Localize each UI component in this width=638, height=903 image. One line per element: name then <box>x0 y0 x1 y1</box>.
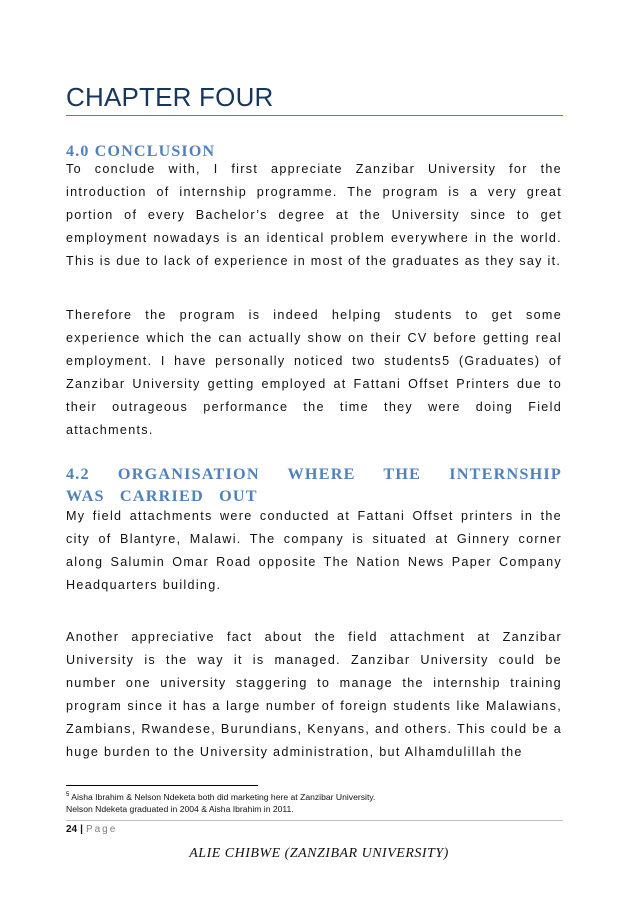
footnote-marker: 5 <box>66 792 70 798</box>
paragraph-conclusion-2-part-b: (Graduates) of Zanzibar University getting employed at Fattani Offset Printers due to their outrageous performance the time they were doing Field attachments. <box>66 354 562 437</box>
footnote-reference: 5 <box>442 354 451 368</box>
footnote-text-1: Aisha Ibrahim & Nelson Ndeketa both did marketing here at Zanzibar University. <box>71 792 376 802</box>
section-heading-organisation: 4.2 ORGANISATION WHERE THE INTERNSHIP WAS CARRIED OUT <box>66 465 562 505</box>
chapter-title: CHAPTER FOUR <box>66 82 274 112</box>
paragraph-conclusion-1: To conclude with, I first appreciate Zanzibar University for the introduction of internship programme. The program is a very great portion of every Bachelor’s degree at the University since to get employment nowadays is an identical problem everywhere in the world. This is due to lack of experience in most of the graduates as they say it. <box>66 162 562 268</box>
paragraph-conclusion-2 <box>66 304 562 442</box>
footer-rule <box>66 820 563 821</box>
footnote-line-2: Nelson Ndeketa graduated in 2004 & Aisha Ibrahim in 2011. <box>66 804 294 814</box>
section-heading-conclusion: 4.0 CONCLUSION <box>66 143 216 160</box>
footnote <box>66 791 566 815</box>
running-footer: ALIE CHIBWE (ZANZIBAR UNIVERSITY) <box>189 846 449 861</box>
page-number-block <box>66 824 117 835</box>
page-number: 24 <box>66 824 78 835</box>
footnote-line-1 <box>66 791 566 803</box>
paragraph-conclusion-2-part-a: Therefore the program is indeed helping students to get some experience which the can actually show on their CV before getting real employment. I have personally noticed two students <box>66 308 562 368</box>
footnote-separator <box>66 785 258 786</box>
page-label: Page <box>85 824 118 835</box>
paragraph-organisation: My field attachments were conducted at Fattani Offset printers in the city of Blantyre, Malawi. The company is situated at Ginnery corner along Salumin Omar Road opposite The Nation News Paper Company Headquarters building. <box>66 509 562 592</box>
page-separator: | <box>80 824 83 835</box>
paragraph-appreciation: Another appreciative fact about the field attachment at Zanzibar University is the way it is managed. Zanzibar University could be number one university staggering to manage the internship training program since it has a large number of foreign students like Malawians, Zambians, Rwandese, Burundians, Kenyans, and others. This could be a huge burden to the University administration, but Alhamdulillah the <box>66 630 562 759</box>
chapter-title-rule <box>66 115 563 116</box>
